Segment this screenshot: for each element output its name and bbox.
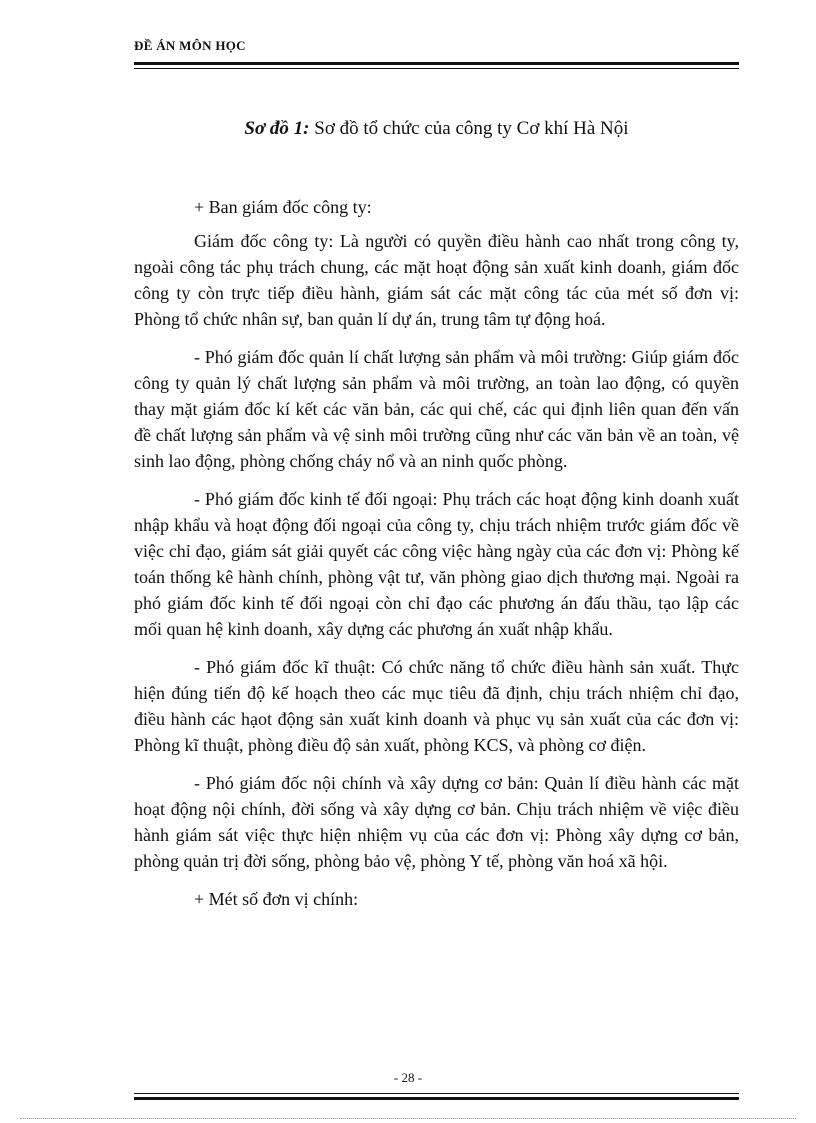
- paragraph-deputy-quality: - Phó giám đốc quản lí chất lượng sản phẩm và môi trường: Giúp giám đốc công ty quản lý chất lượng sản phẩm và môi trường, an toàn lao động, có quyền thay mặt giám đốc kí kết các văn bản, các qui chế, các qui định liên quan đến vấn đề chất lượng sản phẩm và vệ sinh môi trường cũng như các văn bản về an toàn, vệ sinh lao động, phòng chống cháy nổ và an ninh quốc phòng.: [134, 347, 739, 471]
- paragraph-deputy-technical: - Phó giám đốc kĩ thuật: Có chức năng tổ chức điều hành sản xuất. Thực hiện đúng tiến độ kế hoạch theo các mục tiêu đã định, chịu trách nhiệm chỉ đạo, điều hành các hạot động sản xuất kinh doanh và phục vụ sản xuất của các đơn vị: Phòng kĩ thuật, phòng điều độ sản xuất, phòng KCS, và phòng cơ điện.: [134, 657, 739, 755]
- caption-label: Sơ đồ 1:: [244, 118, 310, 139]
- page-bottom-dotted-line: [20, 1118, 796, 1119]
- footer-rule-thin: [134, 1093, 739, 1094]
- figure-caption: [134, 118, 739, 140]
- paragraph-director: Giám đốc công ty: Là người có quyền điều hành cao nhất trong công ty, ngoài công tác phụ trách chung, các mặt hoạt động sản xuất kinh doanh, giám đốc công ty còn trực tiếp điều hành, giám sát các mặt công tác của mét số đơn vị: Phòng tổ chức nhân sự, ban quản lí dự án, trung tâm tự động hoá.: [134, 231, 739, 329]
- body-text: [134, 194, 739, 924]
- paragraph-board-heading: + Ban giám đốc công ty:: [194, 197, 372, 217]
- caption-text: Sơ đồ tổ chức của công ty Cơ khí Hà Nội: [309, 118, 629, 139]
- page-number: - 28 -: [393, 1070, 423, 1085]
- paragraph-units-heading: + Mét số đơn vị chính:: [194, 889, 359, 909]
- header-title: ĐỀ ÁN MÔN HỌC: [134, 38, 246, 53]
- header-rule-thin: [134, 68, 739, 69]
- paragraph-deputy-foreign-affairs: - Phó giám đốc kinh tế đối ngoại: Phụ trách các hoạt động kinh doanh xuất nhập khẩu và hoạt động đối ngoại của công ty, chịu trách nhiệm trước giám đốc về việc chỉ đạo, giám sát giải quyết các công việc hàng ngày của các đơn vị: Phòng kế toán thống kê hành chính, phòng vật tư, văn phòng giao dịch thương mại. Ngoài ra phó giám đốc kinh tế đối ngoại còn chỉ đạo các phương án đấu thầu, tạo lập các mối quan hệ kinh doanh, xây dựng các phương án xuất nhập khẩu.: [134, 489, 739, 639]
- footer-rule-thick: [134, 1097, 739, 1100]
- header-rule-thick: [134, 62, 739, 65]
- paragraph-deputy-internal-affairs: - Phó giám đốc nội chính và xây dựng cơ bản: Quản lí điều hành các mặt hoạt động nội chính, đời sống và xây dựng cơ bản. Chịu trách nhiệm về việc điều hành giám sát việc thực hiện nhiệm vụ của các đơn vị: Phòng xây dựng cơ bản, phòng quản trị đời sống, phòng bảo vệ, phòng Y tế, phòng văn hoá xã hội.: [134, 773, 739, 871]
